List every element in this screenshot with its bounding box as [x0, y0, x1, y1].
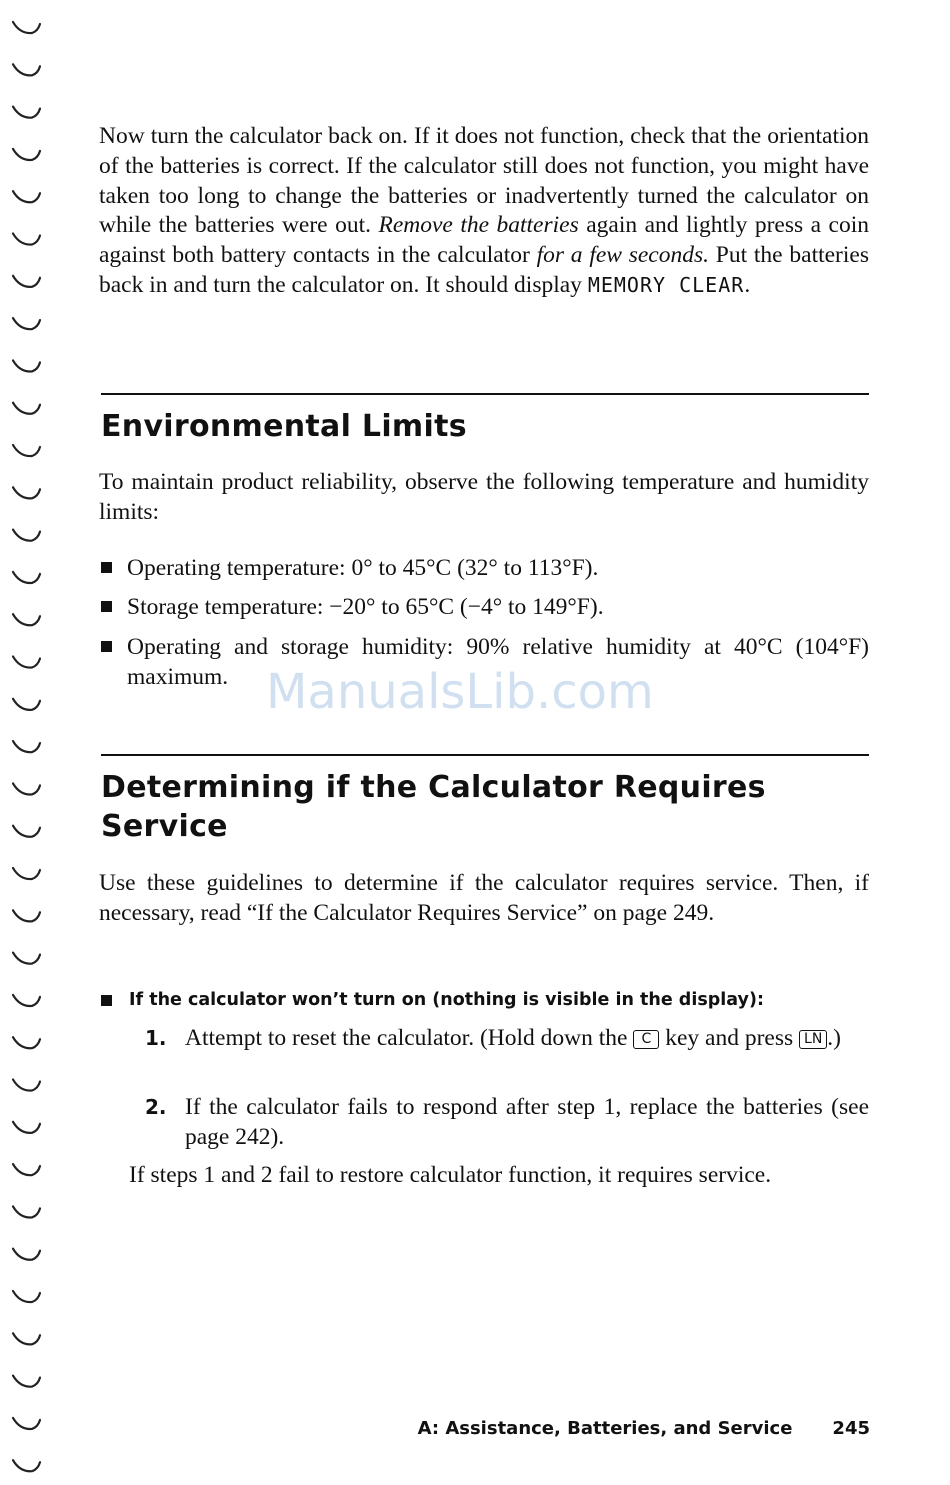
binding-hook-icon [13, 1460, 40, 1471]
intro-italic-1: Remove the batteries [378, 212, 579, 239]
bullet-square-icon [101, 601, 112, 612]
binding-hook-icon [13, 699, 40, 710]
step1-text-b: key and press [659, 1025, 800, 1051]
bullet-text: Operating and storage humidity: 90% relative humidity at 40°C (104°F) maximum. [127, 634, 869, 690]
bullet-text: Operating temperature: 0° to 45°C (32° to 113°F). [127, 555, 599, 581]
step-number: 1. [145, 1026, 167, 1050]
binding-hook-icon [13, 22, 40, 33]
binding-hook-icon [13, 234, 40, 245]
intro-text-end: . [744, 271, 751, 298]
spiral-binding [0, 0, 60, 1485]
step-text [185, 1023, 869, 1053]
page-footer [418, 1418, 870, 1439]
service-intro: Use these guidelines to determine if the calculator requires service. Then, if necessary, read “If the Calculator Requires Service” on page 249. [99, 870, 869, 926]
binding-hook-icon [13, 1080, 40, 1091]
binding-hook-icon [13, 868, 40, 879]
intro-paragraph [99, 122, 869, 301]
bullet-square-icon [101, 562, 112, 573]
binding-hook-icon [13, 1206, 40, 1217]
binding-hook-icon [13, 403, 40, 414]
binding-hook-icon [13, 276, 40, 287]
intro-text-1: Now turn the calculator back on. If it does not function, check that the orientation of the batteries is correct. If the calculator still does not function, you might have taken too long to change the batteries or inadvertently turned the calculator on while the batteries were out. [99, 123, 869, 239]
watermark: ManualsLib.com [266, 664, 654, 720]
intro-italic-2: for a few seconds. [536, 242, 710, 269]
environmental-intro: To maintain product reliability, observe the following temperature and humidity limits: [99, 469, 869, 525]
binding-hook-icon [13, 360, 40, 371]
binding-hooks-graphic [0, 0, 60, 1485]
binding-hook-icon [13, 1249, 40, 1260]
binding-hook-icon [13, 487, 40, 498]
binding-hook-icon [13, 953, 40, 964]
binding-hook-icon [13, 64, 40, 75]
service-closing: If steps 1 and 2 fail to restore calculator function, it requires service. [129, 1162, 772, 1188]
binding-hook-icon [13, 1333, 40, 1344]
binding-hook-icon [13, 191, 40, 202]
binding-hook-icon [13, 572, 40, 583]
requires-service-heading: Determining if the Calculator Requires Service [101, 770, 766, 844]
binding-hook-icon [13, 1037, 40, 1048]
display-readout-text: MEMORY CLEAR [587, 272, 745, 297]
binding-hook-icon [13, 530, 40, 541]
bullet-square-icon [101, 641, 112, 652]
step-text: If the calculator fails to respond after step 1, replace the batteries (see page 242). [185, 1094, 869, 1150]
intro-text-2: again and lightly press a coin against both battery contacts in the calculator [99, 212, 869, 269]
binding-hook-icon [13, 149, 40, 160]
section-divider [101, 754, 869, 756]
binding-hook-icon [13, 445, 40, 456]
binding-hook-icon [13, 1122, 40, 1133]
binding-hook-icon [13, 1376, 40, 1387]
binding-hook-icon [13, 614, 40, 625]
binding-hook-icon [13, 783, 40, 794]
section-divider [101, 393, 869, 395]
footer-section-title: A: Assistance, Batteries, and Service [417, 1418, 793, 1439]
binding-hook-icon [13, 910, 40, 921]
bullet-square-icon [101, 995, 112, 1006]
step-number: 2. [145, 1095, 167, 1119]
binding-hook-icon [13, 318, 40, 329]
binding-hook-icon [13, 741, 40, 752]
binding-hook-icon [13, 657, 40, 668]
environmental-limits-heading: Environmental Limits [101, 409, 467, 444]
condition-text: If the calculator won’t turn on (nothing is visible in the display): [129, 990, 764, 1010]
binding-hook-icon [13, 1418, 40, 1429]
binding-hook-icon [13, 1164, 40, 1175]
binding-hook-icon [13, 1291, 40, 1302]
page-number: 245 [832, 1418, 870, 1439]
intro-text-3: Put the batteries back in and turn the calculator on. It should display [99, 242, 869, 298]
step1-text-c: .) [827, 1025, 841, 1051]
ln-key-icon: LN [799, 1030, 827, 1049]
binding-hook-icon [13, 107, 40, 118]
binding-hook-icon [13, 995, 40, 1006]
bullet-text: Storage temperature: −20° to 65°C (−4° to 149°F). [127, 594, 604, 620]
step1-text-a: Attempt to reset the calculator. (Hold down the [185, 1025, 634, 1051]
c-key-icon: C [633, 1030, 659, 1049]
binding-hook-icon [13, 826, 40, 837]
